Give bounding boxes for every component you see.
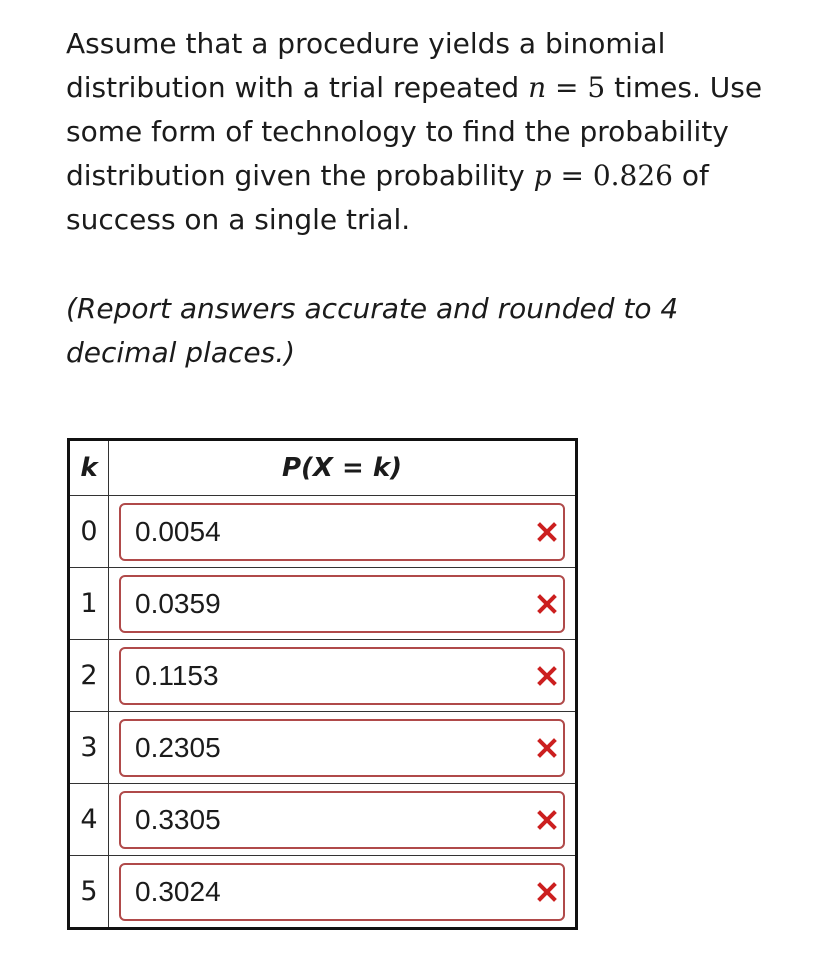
probability-cell [109, 640, 577, 712]
probability-cell [109, 856, 577, 929]
answer-input[interactable] [119, 863, 565, 921]
probability-table [67, 438, 578, 930]
header-k: k [69, 440, 109, 496]
table-row [69, 496, 577, 568]
incorrect-icon [537, 882, 557, 902]
table-row [69, 856, 577, 929]
rounding-note: (Report answers accurate and rounded to 4 decimal places.) [66, 292, 679, 369]
probability-cell [109, 712, 577, 784]
k-value: 0 [69, 496, 109, 568]
table-row [69, 784, 577, 856]
table-row [69, 640, 577, 712]
math-p: p = 0.826 [533, 159, 673, 192]
k-value: 1 [69, 568, 109, 640]
k-value: 4 [69, 784, 109, 856]
probability-cell [109, 496, 577, 568]
answer-value: 0.2305 [135, 731, 221, 763]
incorrect-icon [537, 666, 557, 686]
table-header-row [69, 440, 577, 496]
incorrect-icon [537, 810, 557, 830]
probability-cell [109, 568, 577, 640]
answer-input[interactable] [119, 791, 565, 849]
incorrect-icon [537, 522, 557, 542]
k-value: 5 [69, 856, 109, 929]
k-value: 2 [69, 640, 109, 712]
answer-input[interactable] [119, 575, 565, 633]
answer-input[interactable] [119, 647, 565, 705]
incorrect-icon [537, 594, 557, 614]
math-n: n = 5 [528, 71, 606, 104]
answer-input[interactable] [119, 503, 565, 561]
answer-value: 0.3305 [135, 803, 221, 835]
answer-value: 0.0359 [135, 587, 221, 619]
table-row [69, 568, 577, 640]
answer-value: 0.3024 [135, 875, 221, 907]
answer-value: 0.1153 [135, 659, 219, 691]
k-value: 3 [69, 712, 109, 784]
probability-cell [109, 784, 577, 856]
incorrect-icon [537, 738, 557, 758]
answer-input[interactable] [119, 719, 565, 777]
header-probability: P(X = k) [109, 440, 577, 496]
question-text: Assume that a procedure yields a binomial distribution with a trial repeated n = 5 times. Use some form of technology to find the probability distribution given the probability p = 0.826 of success on a single trial. [66, 27, 763, 236]
answer-value: 0.0054 [135, 515, 221, 547]
table-row [69, 712, 577, 784]
